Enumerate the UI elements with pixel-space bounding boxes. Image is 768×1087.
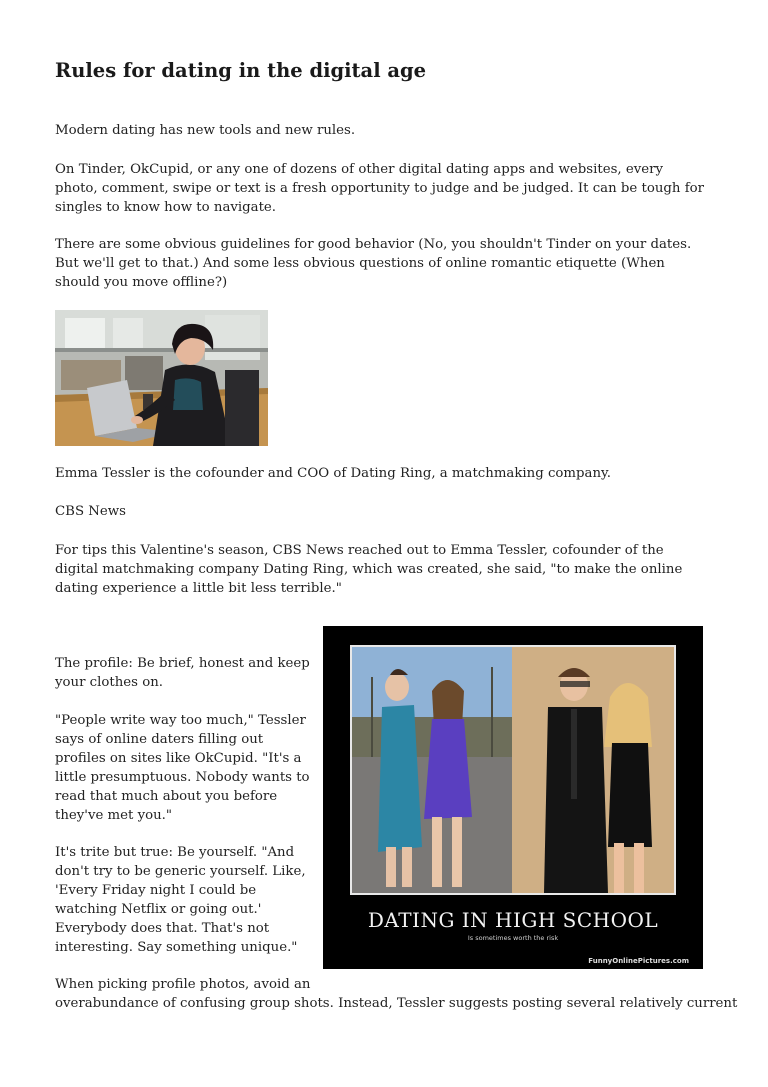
intro-paragraph: Modern dating has new tools and new rules. [55, 123, 356, 138]
poster-photo-frame [350, 645, 676, 895]
photos-paragraph-line1: When picking profile photos, avoid an [55, 977, 311, 992]
office-scene-image [55, 310, 268, 446]
photo-credit: CBS News [55, 504, 126, 519]
tips-paragraph: For tips this Valentine's season, CBS News reached out to Emma Tessler, cofounder of the digital matchmaking company Dating Ring, which was created, she said, "to make the online dating experience a little bit less terrible." [55, 543, 683, 596]
poster-subtitle: Is sometimes worth the risk [467, 934, 559, 942]
profile-heading: The profile: Be brief, honest and keep your clothes on. [55, 656, 310, 690]
dating-poster [323, 626, 703, 969]
tinder-paragraph: On Tinder, OkCupid, or any one of dozens of other digital dating apps and websites, every photo, comment, swipe or text is a fresh opportunity to judge and be judged. It can be tough for singles to know how to navigate. [55, 162, 704, 215]
article-title: Rules for dating in the digital age [55, 59, 427, 82]
trite-paragraph: It's trite but true: Be yourself. "And don't try to be generic yourself. Like, 'Every Friday night I could be watching Netflix or going out.' Everybody does that. That's not interesting. Say something unique." [55, 845, 306, 955]
photos-paragraph-line2: overabundance of confusing group shots. Instead, Tessler suggests posting several relatively current [55, 996, 738, 1011]
tessler-photo [55, 310, 268, 446]
photo-caption: Emma Tessler is the cofounder and COO of Dating Ring, a matchmaking company. [55, 466, 612, 481]
poster-title: DATING IN HIGH SCHOOL [367, 908, 659, 932]
guidelines-paragraph: There are some obvious guidelines for good behavior (No, you shouldn't Tinder on your dates. But we'll get to that.) And some less obvious questions of online romantic etiquette (When should you move offline?) [55, 237, 692, 290]
quote-paragraph: "People write way too much," Tessler says of online daters filling out profiles on sites like OkCupid. "It's a little presumptuous. Nobody wants to read that much about you before they've met you." [55, 713, 310, 823]
prom-couples-image [352, 647, 674, 893]
poster-site-watermark: FunnyOnlinePictures.com [588, 957, 689, 965]
